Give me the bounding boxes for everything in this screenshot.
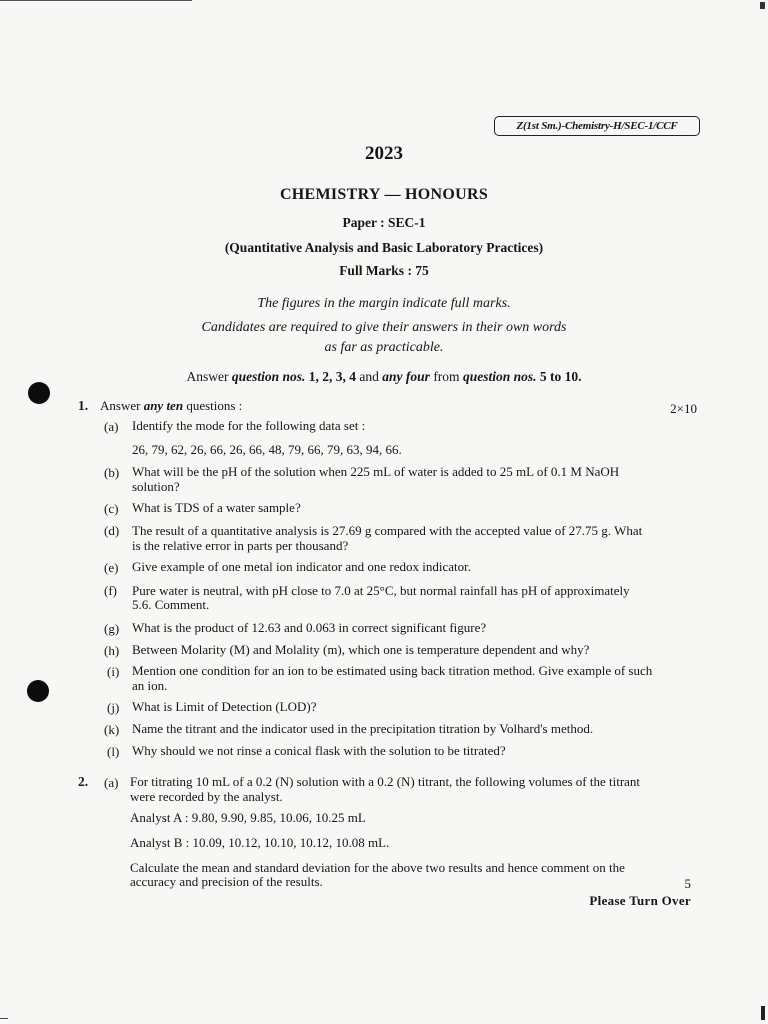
item-text: Why should we not rinse a conical flask with the solution to be titrated? — [132, 743, 506, 758]
item-text: Give example of one metal ion indicator and one redox indicator. — [132, 559, 471, 574]
item-label: (j) — [107, 700, 120, 715]
item-text: an ion. — [132, 678, 168, 693]
subject-title: CHEMISTRY — HONOURS — [279, 186, 489, 203]
item-text: What will be the pH of the solution when 225 mL of water is added to 25 mL of 0.1 M NaOH — [132, 464, 620, 479]
question-prompt: Answer any ten questions : — [100, 398, 243, 413]
item-label: (l) — [107, 744, 120, 759]
item-text: Calculate the mean and standard deviation for the above two results and hence comment on the — [130, 860, 625, 875]
instruction-line: as far as practicable. — [324, 340, 444, 355]
please-turn-over: Please Turn Over — [589, 893, 691, 908]
scan-mark — [0, 1018, 8, 1019]
item-label: (d) — [104, 523, 120, 538]
paper-name: Paper : SEC-1 — [342, 215, 426, 230]
item-text: Name the titrant and the indicator used in the precipitation titration by Volhard's method. — [132, 721, 594, 736]
instruction-line: The figures in the margin indicate full marks. — [257, 296, 511, 311]
item-text: is the relative error in parts per thousand? — [132, 538, 349, 553]
item-text: Pure water is neutral, with pH close to 7.0 at 25°C, but normal rainfall has pH of approximately — [132, 583, 630, 598]
item-label: (g) — [104, 621, 120, 636]
paper-code: Z(1st Sm.)-Chemistry-H/SEC-1/CCF — [494, 116, 700, 136]
item-label: (i) — [107, 664, 120, 679]
item-label: (a) — [104, 419, 119, 434]
question-marks: 5 — [684, 876, 691, 891]
data-set: 26, 79, 62, 26, 66, 26, 66, 48, 79, 66, 79, 63, 94, 66. — [132, 442, 402, 457]
item-label: (f) — [104, 583, 117, 598]
question-number: 1. — [78, 398, 89, 413]
analyst-a-data: Analyst A : 9.80, 9.90, 9.85, 10.06, 10.25 mL — [130, 810, 366, 825]
item-label: (k) — [104, 722, 120, 737]
item-text: For titrating 10 mL of a 0.2 (N) solution with a 0.2 (N) titrant, the following volumes of the titrant — [130, 774, 641, 789]
punch-hole — [27, 680, 49, 702]
item-text: Identify the mode for the following data set : — [132, 418, 366, 433]
exam-year: 2023 — [365, 143, 403, 164]
answer-instruction: Answer question nos. 1, 2, 3, 4 and any four from question nos. 5 to 10. — [186, 369, 582, 384]
item-text: Mention one condition for an ion to be estimated using back titration method. Give example of such — [132, 663, 653, 678]
instruction-line: Candidates are required to give their answers in their own words — [201, 320, 567, 335]
item-label: (e) — [104, 560, 119, 575]
scan-mark — [760, 2, 765, 9]
item-label: (c) — [104, 501, 119, 516]
item-text: What is Limit of Detection (LOD)? — [132, 699, 317, 714]
item-text: The result of a quantitative analysis is 27.69 g compared with the accepted value of 27.75 g. What — [132, 523, 643, 538]
scan-mark — [761, 1006, 765, 1020]
item-text: accuracy and precision of the results. — [130, 874, 323, 889]
question-marks: 2×10 — [670, 401, 697, 416]
item-label: (b) — [104, 465, 120, 480]
paper-title: (Quantitative Analysis and Basic Laboratory Practices) — [224, 240, 544, 255]
item-label: (h) — [104, 643, 120, 658]
item-text: What is the product of 12.63 and 0.063 in correct significant figure? — [132, 620, 487, 635]
item-text: were recorded by the analyst. — [130, 789, 283, 804]
full-marks: Full Marks : 75 — [339, 263, 429, 278]
punch-hole — [28, 382, 50, 404]
item-text: Between Molarity (M) and Molality (m), which one is temperature dependent and why? — [132, 642, 590, 657]
question-number: 2. — [78, 774, 89, 789]
scan-edge-line — [0, 0, 192, 1]
item-label: (a) — [104, 775, 119, 790]
item-text: solution? — [132, 479, 180, 494]
item-text: 5.6. Comment. — [132, 597, 210, 612]
item-text: What is TDS of a water sample? — [132, 500, 301, 515]
analyst-b-data: Analyst B : 10.09, 10.12, 10.10, 10.12, 10.08 mL. — [130, 835, 390, 850]
